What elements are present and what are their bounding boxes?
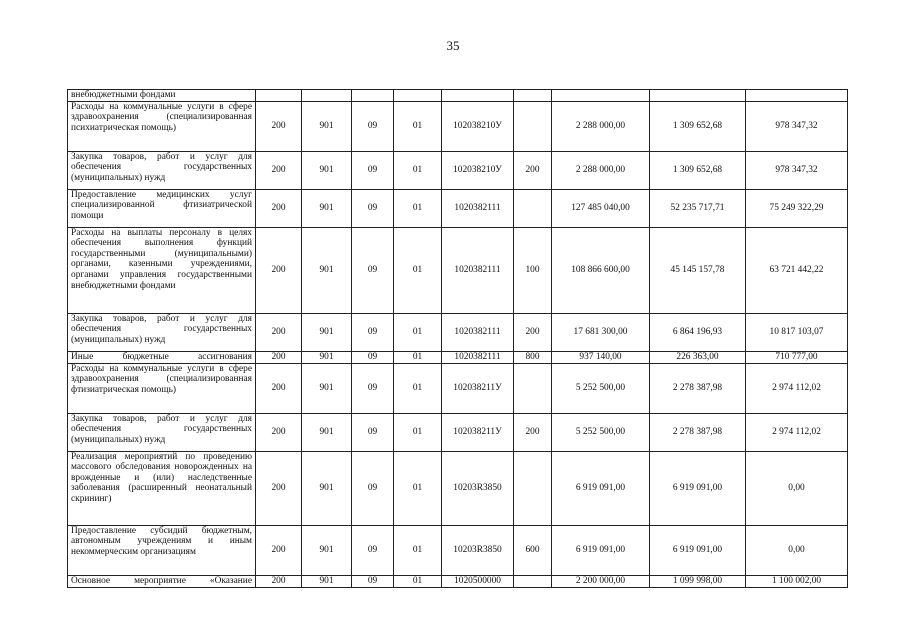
cell-executed-amount: 6 919 091,00 [650, 525, 746, 575]
cell-description: Реализация мероприятий по проведению массового обследования новорожденных на врожденные и (или) наследственные заболевания (расширенный неонатальный скрининг) [68, 451, 256, 525]
cell-expense-type: 100 [514, 227, 552, 313]
cell-target-article [442, 90, 514, 102]
cell-section [352, 90, 394, 102]
cell-section: 09 [352, 101, 394, 151]
cell-plan-amount: 127 485 040,00 [552, 189, 650, 227]
cell-target-article: 10203R3850 [442, 451, 514, 525]
cell-description: Закупка товаров, работ и услуг для обеспечения государственных (муниципальных) нужд [68, 413, 256, 451]
budget-table [67, 89, 848, 588]
table-row [68, 413, 848, 451]
cell-section: 09 [352, 413, 394, 451]
table-row [68, 151, 848, 189]
cell-grbs: 901 [302, 227, 352, 313]
cell-grbs: 901 [302, 525, 352, 575]
cell-subsection: 01 [394, 351, 442, 363]
cell-subsection: 01 [394, 451, 442, 525]
cell-subsection: 01 [394, 227, 442, 313]
cell-admin-code: 200 [256, 151, 302, 189]
cell-plan-amount: 6 919 091,00 [552, 451, 650, 525]
cell-remaining-amount: 10 817 103,07 [746, 313, 848, 351]
cell-target-article: 102038211У [442, 363, 514, 413]
cell-description: Закупка товаров, работ и услуг для обеспечения государственных (муниципальных) нужд [68, 151, 256, 189]
cell-remaining-amount: 0,00 [746, 451, 848, 525]
cell-target-article: 102038210У [442, 101, 514, 151]
table-row [68, 90, 848, 102]
cell-executed-amount: 1 309 652,68 [650, 151, 746, 189]
cell-executed-amount: 52 235 717,71 [650, 189, 746, 227]
cell-section: 09 [352, 363, 394, 413]
cell-subsection: 01 [394, 525, 442, 575]
cell-target-article: 102038210У [442, 151, 514, 189]
cell-remaining-amount: 2 974 112,02 [746, 363, 848, 413]
cell-target-article: 1020500000 [442, 575, 514, 587]
table-row [68, 575, 848, 587]
cell-remaining-amount: 75 249 322,29 [746, 189, 848, 227]
cell-executed-amount: 1 099 998,00 [650, 575, 746, 587]
cell-subsection: 01 [394, 575, 442, 587]
cell-grbs: 901 [302, 351, 352, 363]
cell-target-article: 1020382111 [442, 227, 514, 313]
cell-plan-amount [552, 90, 650, 102]
cell-plan-amount: 2 288 000,00 [552, 151, 650, 189]
cell-executed-amount [650, 90, 746, 102]
cell-subsection: 01 [394, 151, 442, 189]
cell-subsection: 01 [394, 413, 442, 451]
cell-executed-amount: 6 919 091,00 [650, 451, 746, 525]
cell-section: 09 [352, 313, 394, 351]
cell-target-article: 1020382111 [442, 313, 514, 351]
cell-admin-code: 200 [256, 313, 302, 351]
cell-target-article: 10203R3850 [442, 525, 514, 575]
cell-description: Расходы на коммунальные услуги в сфере здравоохранения (специализированная фтизиатрическая помощь) [68, 363, 256, 413]
cell-plan-amount: 5 252 500,00 [552, 363, 650, 413]
cell-grbs: 901 [302, 101, 352, 151]
cell-grbs: 901 [302, 451, 352, 525]
cell-grbs: 901 [302, 189, 352, 227]
cell-admin-code: 200 [256, 189, 302, 227]
cell-admin-code: 200 [256, 525, 302, 575]
cell-remaining-amount: 978 347,32 [746, 101, 848, 151]
cell-subsection: 01 [394, 101, 442, 151]
cell-expense-type [514, 189, 552, 227]
cell-remaining-amount: 63 721 442,22 [746, 227, 848, 313]
cell-section: 09 [352, 227, 394, 313]
cell-expense-type: 200 [514, 413, 552, 451]
cell-grbs: 901 [302, 413, 352, 451]
cell-grbs: 901 [302, 313, 352, 351]
cell-plan-amount: 108 866 600,00 [552, 227, 650, 313]
cell-executed-amount: 226 363,00 [650, 351, 746, 363]
cell-expense-type [514, 363, 552, 413]
cell-executed-amount: 1 309 652,68 [650, 101, 746, 151]
cell-admin-code: 200 [256, 101, 302, 151]
cell-subsection: 01 [394, 363, 442, 413]
cell-section: 09 [352, 575, 394, 587]
cell-executed-amount: 2 278 387,98 [650, 413, 746, 451]
cell-remaining-amount: 978 347,32 [746, 151, 848, 189]
cell-description: Основное мероприятие «Оказание [68, 575, 256, 587]
cell-plan-amount: 2 288 000,00 [552, 101, 650, 151]
cell-expense-type [514, 90, 552, 102]
cell-remaining-amount: 710 777,00 [746, 351, 848, 363]
cell-description: Закупка товаров, работ и услуг для обеспечения государственных (муниципальных) нужд [68, 313, 256, 351]
table-row [68, 451, 848, 525]
cell-description: Расходы на выплаты персоналу в целях обеспечения выполнения функций государственными (муниципальными) органами, казенными учреждениями, органами управления государственными внебюджетными фондами [68, 227, 256, 313]
cell-expense-type: 200 [514, 313, 552, 351]
cell-description: внебюджетными фондами [68, 90, 256, 102]
cell-expense-type [514, 575, 552, 587]
cell-grbs [302, 90, 352, 102]
cell-remaining-amount: 1 100 002,00 [746, 575, 848, 587]
cell-plan-amount: 5 252 500,00 [552, 413, 650, 451]
cell-admin-code: 200 [256, 227, 302, 313]
cell-executed-amount: 6 864 196,93 [650, 313, 746, 351]
cell-admin-code: 200 [256, 451, 302, 525]
table-row [68, 227, 848, 313]
cell-plan-amount: 17 681 300,00 [552, 313, 650, 351]
cell-section: 09 [352, 189, 394, 227]
table-row [68, 189, 848, 227]
cell-plan-amount: 6 919 091,00 [552, 525, 650, 575]
cell-description: Предоставление медицинских услуг специализированной фтизиатрической помощи [68, 189, 256, 227]
cell-section: 09 [352, 451, 394, 525]
cell-description: Иные бюджетные ассигнования [68, 351, 256, 363]
cell-subsection [394, 90, 442, 102]
cell-section: 09 [352, 525, 394, 575]
cell-section: 09 [352, 351, 394, 363]
cell-admin-code: 200 [256, 363, 302, 413]
cell-executed-amount: 2 278 387,98 [650, 363, 746, 413]
cell-remaining-amount [746, 90, 848, 102]
cell-plan-amount: 937 140,00 [552, 351, 650, 363]
table-row [68, 363, 848, 413]
cell-target-article: 1020382111 [442, 351, 514, 363]
cell-grbs: 901 [302, 151, 352, 189]
cell-admin-code: 200 [256, 575, 302, 587]
table-row [68, 101, 848, 151]
cell-expense-type [514, 451, 552, 525]
cell-admin-code: 200 [256, 413, 302, 451]
cell-expense-type: 200 [514, 151, 552, 189]
cell-grbs: 901 [302, 575, 352, 587]
cell-expense-type: 600 [514, 525, 552, 575]
cell-subsection: 01 [394, 313, 442, 351]
cell-plan-amount: 2 200 000,00 [552, 575, 650, 587]
cell-description: Предоставление субсидий бюджетным, автономным учреждениям и иным некоммерческим организациям [68, 525, 256, 575]
table-row [68, 525, 848, 575]
table-row [68, 313, 848, 351]
page-number: 35 [446, 38, 460, 53]
cell-target-article: 1020382111 [442, 189, 514, 227]
cell-expense-type: 800 [514, 351, 552, 363]
cell-executed-amount: 45 145 157,78 [650, 227, 746, 313]
table-row [68, 351, 848, 363]
cell-remaining-amount: 2 974 112,02 [746, 413, 848, 451]
cell-expense-type [514, 101, 552, 151]
cell-description: Расходы на коммунальные услуги в сфере здравоохранения (специализированная психиатрическая помощь) [68, 101, 256, 151]
cell-target-article: 102038211У [442, 413, 514, 451]
cell-admin-code: 200 [256, 351, 302, 363]
cell-subsection: 01 [394, 189, 442, 227]
table-body [68, 90, 848, 588]
cell-admin-code [256, 90, 302, 102]
cell-section: 09 [352, 151, 394, 189]
cell-remaining-amount: 0,00 [746, 525, 848, 575]
cell-grbs: 901 [302, 363, 352, 413]
